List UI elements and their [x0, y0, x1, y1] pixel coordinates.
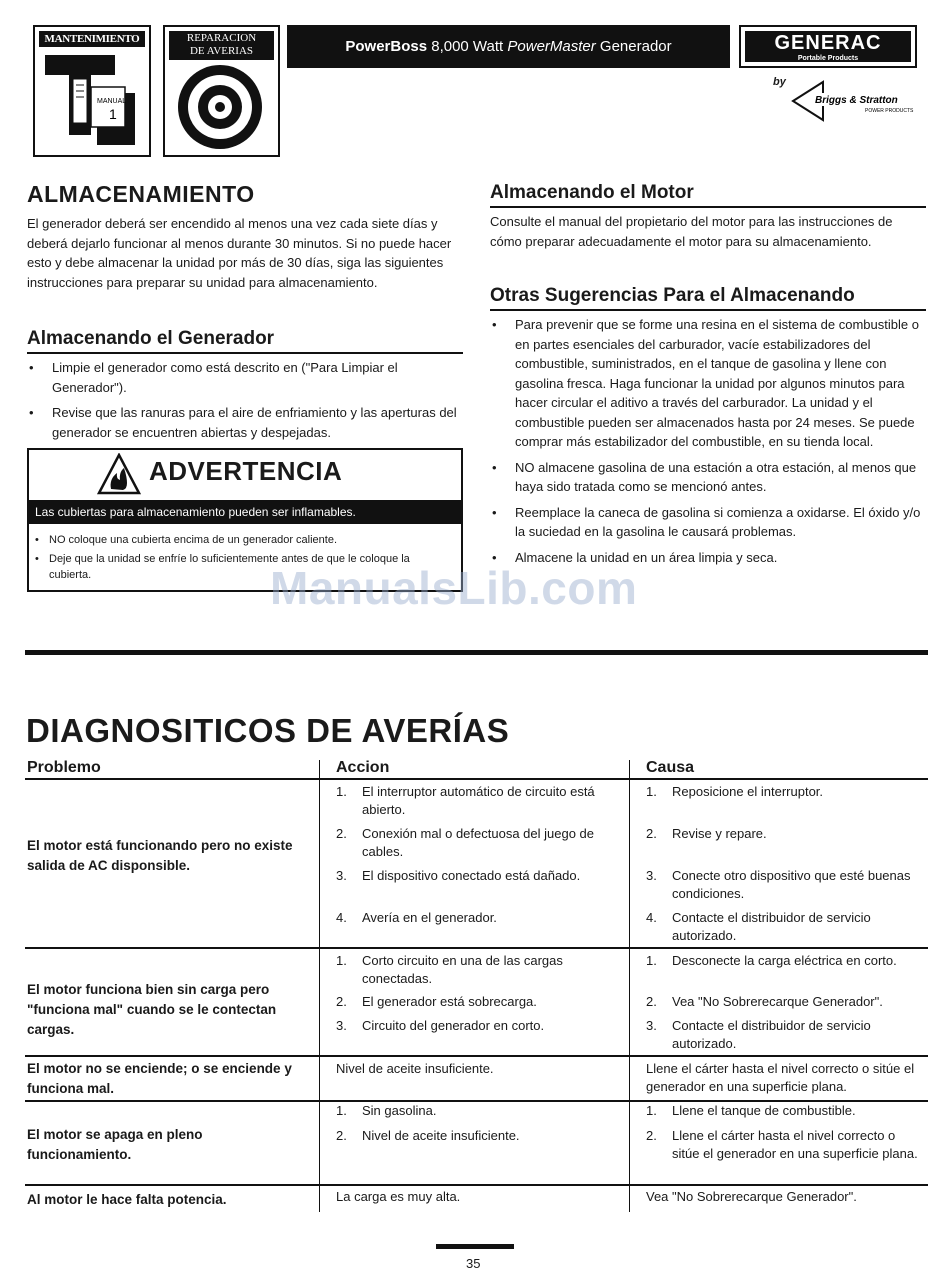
section-divider — [25, 650, 928, 655]
svg-text:POWER PRODUCTS: POWER PRODUCTS — [865, 108, 914, 114]
storage-intro: El generador deberá ser encendido al menos una vez cada siete días y deberá dejarlo funcionar al menos durante 30 minutos. Si no puede hacer esto y debe almacenar la unidad por más de 30 días, siga las siguientes instrucciones para preparar su unidad para almacenamiento. — [27, 216, 452, 290]
list-item: • Para prevenir que se forme una resina en el sistema de combustible o en partes esenciales del carburador, vacíe estabilizadores del combustible, suministrados, en el tanque de gasolina y llene con gasolina fresca. Haga funcionar la unidad por algunos minutos para hacer circular el aditivo a través del carburador. La unidad y el combustible pueden ser almacenados hasta por 24 meses. Se puede comprar más estabilizador del combustible, en su tienda local. — [490, 315, 926, 452]
list-item: 2. Llene el cárter hasta el nivel correcto o sitúe el generador en una superficie plana. — [646, 1128, 918, 1161]
table-row-problem: Al motor le hace falta potencia. — [27, 1192, 227, 1207]
list-item: • Limpie el generador como está descrito en ("Para Limpiar el Generador"). — [27, 358, 457, 397]
table-row-cause: Llene el cárter hasta el nivel correcto o sitúe el generador en una superficie plana. — [646, 1061, 915, 1094]
list-item: 2. Vea "No Sobrerecarque Generador". — [646, 994, 883, 1009]
list-item: 3. El dispositivo conectado está dañado. — [336, 868, 581, 883]
warning-bar: Las cubiertas para almacenamiento pueden ser inflamables. — [29, 500, 461, 524]
list-item: • NO almacene gasolina de una estación a otra estación, al menos que haya sido tratada como se mencionó antes. — [490, 458, 926, 497]
document-title-bar: PowerBoss 8,000 Watt PowerMaster Generador — [287, 25, 730, 68]
table-rule — [25, 1055, 928, 1057]
list-item: 3. Circuito del generador en corto. — [336, 1018, 545, 1033]
list-item: 1. Sin gasolina. — [336, 1103, 437, 1118]
troubleshooting-icon — [163, 25, 280, 157]
column-divider — [629, 760, 630, 1212]
column-header-problem: Problemo — [27, 759, 101, 776]
maintenance-icon-label: MANTENIMIENTO — [39, 31, 145, 47]
generac-logo: GENERAC Portable Products — [739, 25, 917, 68]
list-item: 1. El interruptor automático de circuito está abierto. — [336, 784, 595, 817]
maintenance-icon — [33, 25, 151, 157]
motor-storage-text: Consulte el manual del propietario del motor para las instrucciones de cómo preparar adecuadamente el motor para su almacenamiento. — [490, 214, 893, 249]
list-item: 2. Nivel de aceite insuficiente. — [336, 1128, 520, 1143]
generator-storage-list — [27, 358, 457, 448]
list-item: 1. Llene el tanque de combustible. — [646, 1103, 856, 1118]
table-row-cause: Vea "No Sobrerecarque Generador". — [646, 1189, 857, 1204]
warning-title: ADVERTENCIA — [149, 456, 343, 486]
table-rule — [25, 1184, 928, 1186]
column-header-cause: Causa — [646, 759, 695, 776]
list-item: • Revise que las ranuras para el aire de enfriamiento y las aperturas del generador se encuentren abiertas y despejadas. — [27, 403, 457, 442]
list-item: • Deje que la unidad se enfríe lo suficientemente antes de que le coloque la cubierta. — [35, 551, 441, 583]
list-item: 1. Desconecte la carga eléctrica en corto. — [646, 953, 897, 968]
motor-storage-heading: Almacenando el Motor — [490, 182, 926, 208]
list-item: • NO coloque una cubierta encima de un generador caliente. — [35, 532, 441, 548]
other-suggestions-heading: Otras Sugerencias Para el Almacenando — [490, 285, 926, 311]
list-item: 2. Conexión mal o defectuosa del juego de cables. — [336, 826, 594, 859]
target-icon — [165, 59, 274, 153]
table-row-causes — [640, 1102, 925, 1163]
table-rule — [25, 947, 928, 949]
table-row-actions — [330, 783, 615, 927]
list-item: 1. Corto circuito en una de las cargas conectadas. — [336, 953, 563, 986]
fire-warning-icon — [97, 453, 141, 495]
table-row-problem: El motor funciona bien sin carga pero "funciona mal" cuando se le contectan cargas. — [27, 982, 277, 1037]
table-row-problem: El motor se apaga en pleno funcionamiento. — [27, 1127, 203, 1162]
table-row-actions — [330, 1102, 615, 1145]
list-item: • Almacene la unidad en un área limpia y seca. — [490, 548, 926, 568]
by-label: by — [773, 76, 786, 88]
list-item: 4. Contacte el distribuidor de servicio autorizado. — [646, 910, 871, 943]
list-item: • Reemplace la caneca de gasolina si comienza a oxidarse. El óxido y/o la suciedad en la gasolina le causará problemas. — [490, 503, 926, 542]
list-item: 3. Contacte el distribuidor de servicio autorizado. — [646, 1018, 871, 1051]
list-item: 2. El generador está sobrecarga. — [336, 994, 537, 1009]
page-number: 35 — [466, 1256, 481, 1271]
table-row-action: Nivel de aceite insuficiente. — [336, 1061, 494, 1076]
list-item: 1. Reposicione el interruptor. — [646, 784, 824, 799]
table-row-causes — [640, 952, 925, 1053]
list-item: 4. Avería en el generador. — [336, 910, 497, 925]
table-row-action: La carga es muy alta. — [336, 1189, 461, 1204]
footer-bar — [436, 1244, 514, 1249]
generator-storage-heading: Almacenando el Generador — [27, 328, 463, 354]
column-divider — [319, 760, 320, 1212]
table-row-problem: El motor está funcionando pero no existe salida de AC disponsible. — [27, 838, 293, 873]
column-header-action: Accion — [336, 759, 390, 776]
svg-text:1: 1 — [109, 106, 117, 122]
manual-book-icon — [35, 49, 145, 149]
svg-text:Briggs & Stratton: Briggs & Stratton — [815, 95, 898, 106]
watermark: ManualsLib.com — [270, 562, 638, 614]
other-suggestions-list — [490, 315, 926, 573]
list-item: 2. Revise y repare. — [646, 826, 767, 841]
troubleshooting-title: DIAGNOSITICOS DE AVERÍAS — [26, 712, 510, 749]
table-rule — [25, 778, 928, 780]
storage-heading: ALMACENAMIENTO — [27, 181, 255, 207]
troubleshooting-icon-label: REPARACION DE AVERIAS — [169, 31, 274, 60]
list-item: 3. Conecte otro dispositivo que esté buenas condiciones. — [646, 868, 911, 901]
table-row-causes — [640, 783, 925, 945]
briggs-stratton-logo — [783, 78, 923, 124]
table-row-actions — [330, 952, 615, 1035]
table-row-problem: El motor no se enciende; o se enciende y funciona mal. — [27, 1061, 292, 1096]
svg-text:MANUAL: MANUAL — [97, 98, 127, 105]
